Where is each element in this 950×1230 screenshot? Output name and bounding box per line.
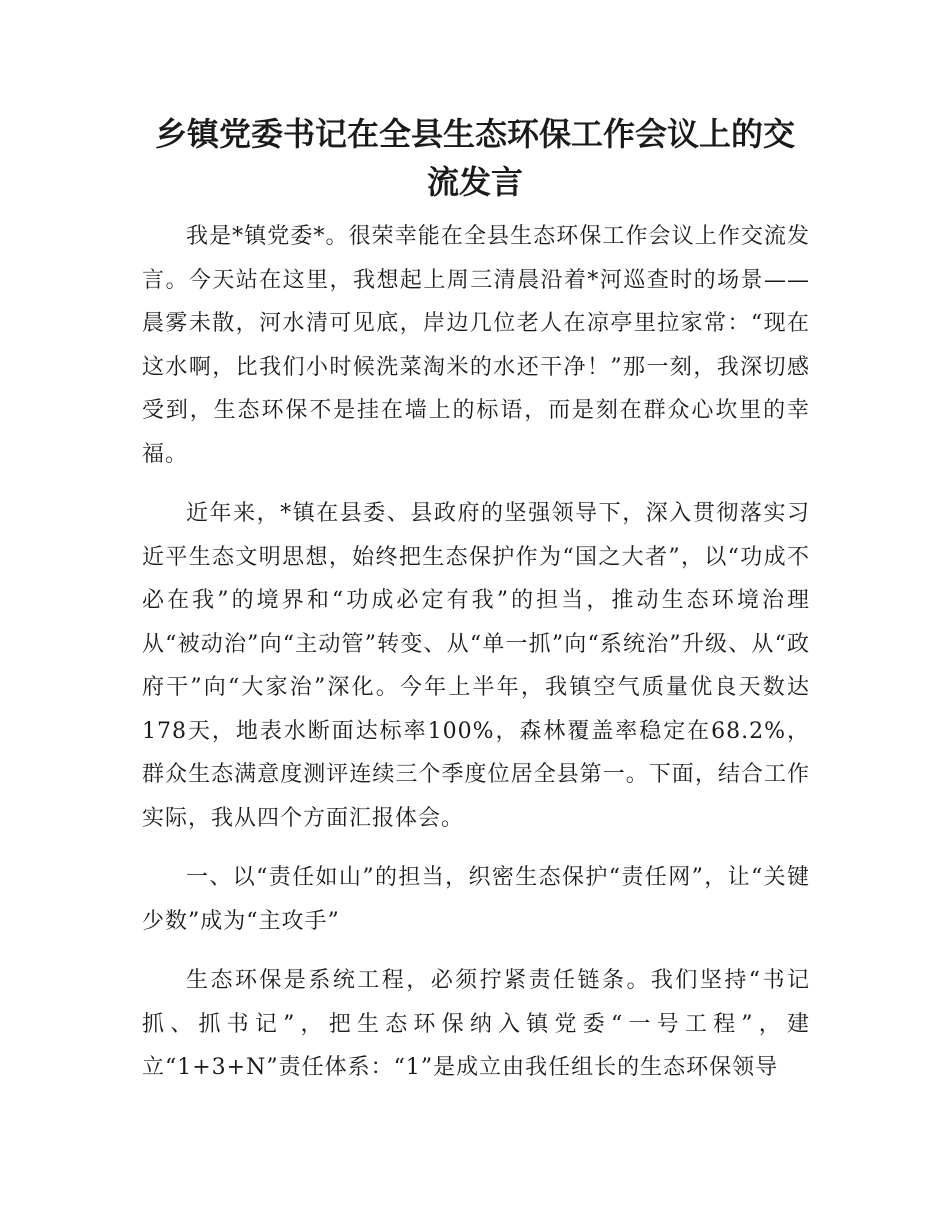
document-body bbox=[142, 215, 810, 1106]
section-heading-1: 一、以“责任如山”的担当，织密生态保护“责任网”，让“关键少数”成为“主攻手” bbox=[142, 865, 810, 934]
paragraph-achievements: 近年来，*镇在县委、县政府的坚强领导下，深入贯彻落实习近平生态文明思想，始终把生态保护作为“国之大者”，以“功成不必在我”的境界和“功成必定有我”的担当，推动生态环境治理从“被动治”向“主动管”转变、从“单一抓”向“系统治”升级、从“政府干”向“大家治”深化。今年上半年，我镇空气质量优良天数达178天，地表水断面达标率100%，森林覆盖率稳定在68.2%，群众生态满意度测评连续三个季度位居全县第一。下面，结合工作实际，我从四个方面汇报体会。 bbox=[142, 501, 810, 831]
paragraph-responsibility: 生态环保是系统工程，必须拧紧责任链条。我们坚持“书记抓、抓书记”，把生态环保纳入镇党委“一号工程”，建立“1+3+N”责任体系：“1”是成立由我任组长的生态环保领导 bbox=[142, 968, 810, 1080]
paragraph-intro: 我是*镇党委*。很荣幸能在全县生态环保工作会议上作交流发言。今天站在这里，我想起上周三清晨沿着*河巡查时的场景——晨雾未散，河水清可见底，岸边几位老人在凉亭里拉家常：“现在这水啊，比我们小时候洗菜淘米的水还干净！”那一刻，我深切感受到，生态环保不是挂在墙上的标语，而是刻在群众心坎里的幸福。 bbox=[142, 224, 810, 467]
document-title: 乡镇党委书记在全县生态环保工作会议上的交流发言 bbox=[154, 115, 795, 201]
